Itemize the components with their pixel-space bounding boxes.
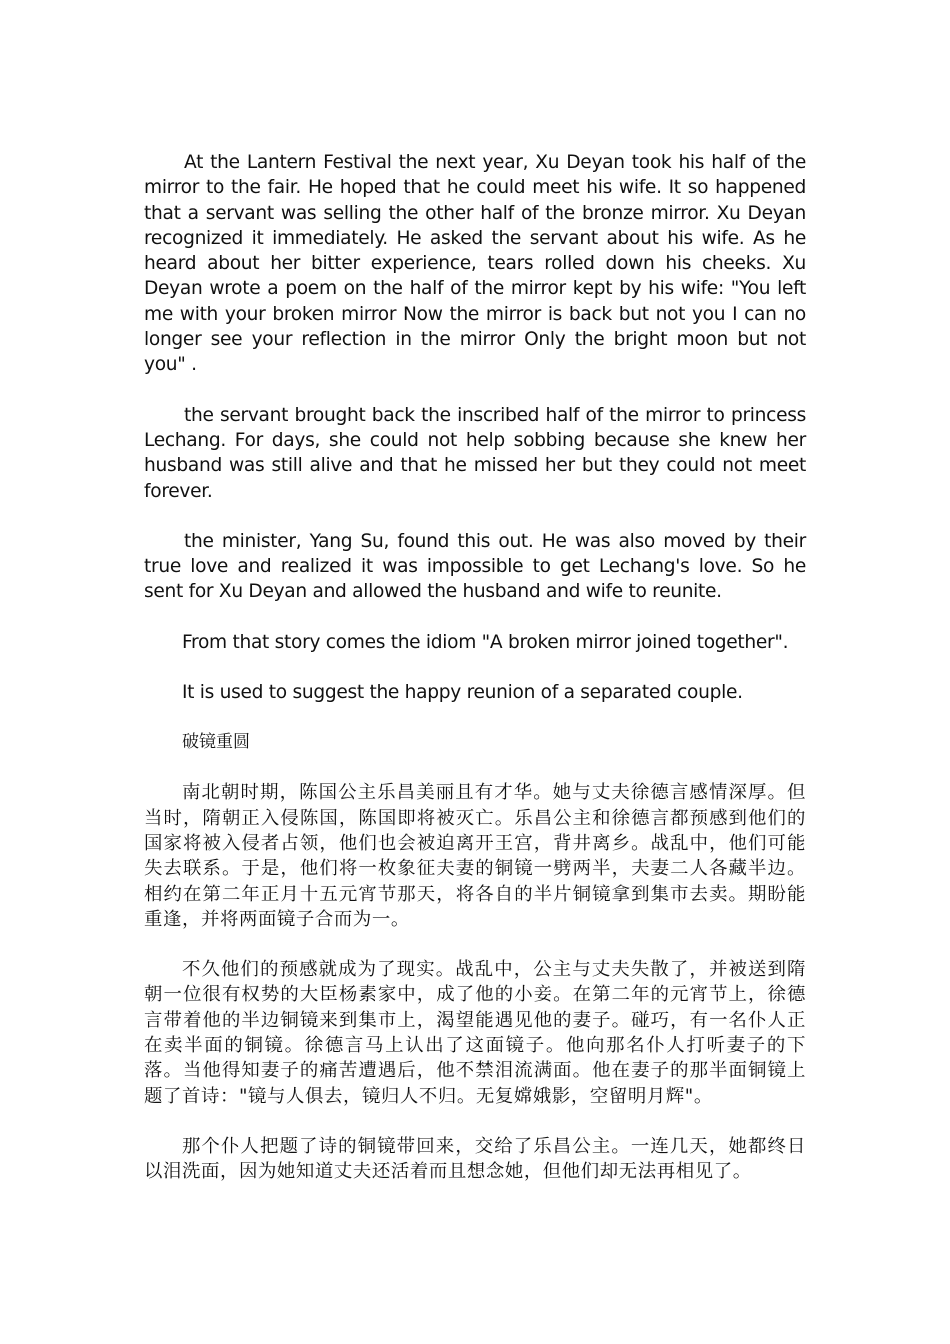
paragraph-idiom-origin: From that story comes the idiom "A broken mirror joined together". <box>182 631 789 653</box>
paragraph-idiom-meaning: It is used to suggest the happy reunion of a separated couple. <box>182 682 743 704</box>
paragraph-zh-3: 那个仆人把题了诗的铜镜带回来，交给了乐昌公主。一连几天，她都终日以泪洗面，因为她知道丈夫还活着而且想念她，但他们却无法再相见了。 <box>144 1135 806 1183</box>
paragraph-lantern-festival: At the Lantern Festival the next year, Xu Deyan took his half of the mirror to the fair. He hoped that he could meet his wife. It so happened that a servant was selling the other half of the bronze mirror. Xu Deyan recognized it immediately. He asked the servant about his wife. As he heard about her bitter experience, tears rolled down his cheeks. Xu Deyan wrote a poem on the half of the mirror kept by his wife: "You left me with your broken mirror Now the mirror is back but not you I can no longer see your reflection in the mirror Only the bright moon but not you" . <box>144 152 806 376</box>
paragraph-zh-2: 不久他们的预感就成为了现实。战乱中，公主与丈夫失散了，并被送到隋朝一位很有权势的大臣杨素家中，成了他的小妾。在第二年的元宵节上，徐德言带着他的半边铜镜来到集市上，渴望能遇见他的妻子。碰巧，有一名仆人正在卖半面的铜镜。徐德言马上认出了这面镜子。他向那名仆人打听妻子的下落。当他得知妻子的痛苦遭遇后，他不禁泪流满面。他在妻子的那半面铜镜上题了首诗："镜与人俱去，镜归人不归。无复嫦娥影，空留明月辉"。 <box>144 959 806 1107</box>
paragraph-zh-1: 南北朝时期，陈国公主乐昌美丽且有才华。她与丈夫徐德言感情深厚。但当时，隋朝正入侵陈国，陈国即将被灭亡。乐昌公主和徐德言都预感到他们的国家将被入侵者占领，他们也会被迫离开王宫，背井离乡。战乱中，他们可能失去联系。于是，他们将一枚象征夫妻的铜镜一劈两半，夫妻二人各藏半边。相约在第二年正月十五元宵节那天，将各自的半片铜镜拿到集市去卖。期盼能重逢，并将两面镜子合而为一。 <box>144 782 806 930</box>
document-page <box>144 150 806 1210</box>
chinese-title: 破镜重圆 <box>182 732 250 753</box>
paragraph-servant-returns: the servant brought back the inscribed half of the mirror to princess Lechang. For days, she could not help sobbing because she knew her husband was still alive and that he missed her but they could not meet forever. <box>144 404 806 502</box>
paragraph-minister: the minister, Yang Su, found this out. He was also moved by their true love and realized it was impossible to get Lechang's love. So he sent for Xu Deyan and allowed the husband and wife to reunite. <box>144 530 806 603</box>
